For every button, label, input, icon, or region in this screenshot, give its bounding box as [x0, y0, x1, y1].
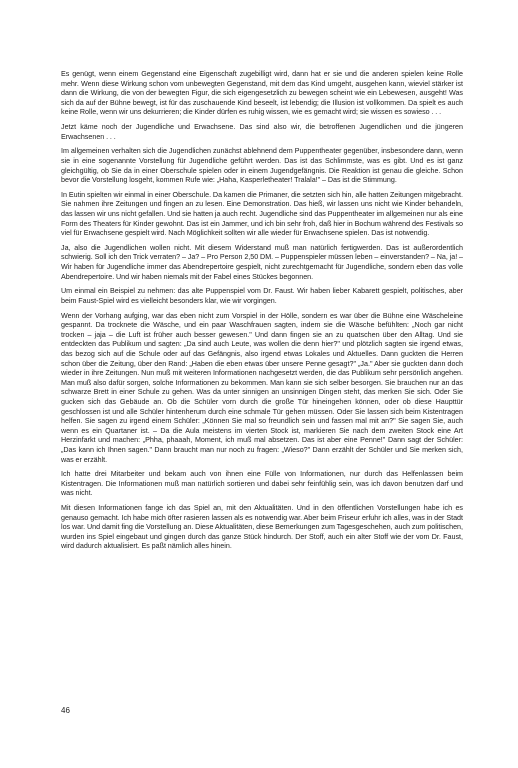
paragraph: Es genügt, wenn einem Gegenstand eine Eigenschaft zugebilligt wird, dann hat er sie und die anderen spielen keine Rolle mehr. Wenn diese Wirkung schon vom unbewegten Gegenstand, mit dem das Kind umgeht, ausgehen kann, wieviel stärker ist dann die Wirkung, die von der bewegten Figur, die sich eigengesetzlich zu bewegen scheint wie ein Lebewesen, ausgeht! Was sich da auf der Bühne bewegt, ist für das zuschauende Kind beseelt, ist lebendig; die Illusion ist vollkommen. Da spielt es auch keine Rolle, wenn wir uns dekurrieren; die Kinder dürfen es ruhig wissen, wie es gemacht wird; sie wissen es sowieso . . .: [61, 70, 463, 117]
paragraph: Ja, also die Jugendlichen wollen nicht. Mit diesem Widerstand muß man natürlich fertigwerden. Das ist außerordentlich schwierig. Soll ich den Trick verraten? – Ja? – Pro Person 2,50 DM. – Puppenspieler müssen leben – einverstanden? – Na, ja! – Wir haben für Jugendliche immer das Abendrepertoire gespielt, nicht zurechtgemacht für Jugendliche, sondern eben das volle Abendrepertoire. Und wir haben niemals mit der Fabel eines Stückes begonnen.: [61, 243, 463, 281]
text-body: [61, 70, 463, 557]
paragraph: Um einmal ein Beispiel zu nehmen: das alte Puppenspiel vom Dr. Faust. Wir haben lieber Kabarett gespielt, politisches, aber beim Faust-Spiel wird es vielleicht besonders klar, wie wir vorgingen.: [61, 287, 463, 305]
paragraph: Im allgemeinen verhalten sich die Jugendlichen zunächst ablehnend dem Puppentheater gegenüber, insbesondere dann, wenn sie in eine sogenannte Vorstellung für Jugendliche geführt werden. Das ist das Schlimmste, was es gibt. Und es ist ganz gleichgültig, ob Sie da in einer Oberschule spielen oder in einem Jugendgefängnis. Die Reaktion ist genau die gleiche. Schon bevor die Vorstellung losgeht, kommen Rufe wie: „Haha, Kasperletheater! Tralala!" – Das ist die Stimmung.: [61, 147, 463, 185]
paragraph: Ich hatte drei Mitarbeiter und bekam auch von ihnen eine Fülle von Informationen, nur durch das Helfenlassen beim Kistentragen. Die Informationen muß man natürlich sortieren und dabei sehr feinfühlig sein, was ich davon benutzen darf und was nicht.: [61, 470, 463, 498]
paragraph: Mit diesen Informationen fange ich das Spiel an, mit den Aktualitäten. Und in den öffentlichen Vorstellungen habe ich es genauso gemacht. Ich habe mich öfter rasieren lassen als es notwendig war. Aber beim Friseur erfuhr ich alles, was in der Stadt los war. Und damit fing die Vorstellung an. Diese Aktualitäten, diese Bemerkungen zum Tagesgeschehen, auch zum politischen, wurden ins Spiel eingebaut und gingen durch das ganze Stück hindurch. Der Stoff, auch ein alter Stoff wie der vom Dr. Faust, wird dadurch aktualisiert. Es paßt nämlich alles hinein.: [61, 504, 463, 551]
paragraph: Jetzt käme noch der Jugendliche und Erwachsene. Das sind also wir, die betroffenen Jugendlichen und die jüngeren Erwachsenen . . .: [61, 123, 463, 141]
paragraph: In Eutin spielten wir einmal in einer Oberschule. Da kamen die Primaner, die setzten sich hin, alle hatten Zeitungen mitgebracht. Sie nahmen ihre Zeitungen und fingen an zu lesen. Eine Demonstration. Das hieß, wir lassen uns nicht wie Kinder behandeln, das lassen wir uns nicht gefallen. Und sie hatten ja auch recht. Jugendliche sind das Puppentheater im allgemeinen nur als eine Form des Theaters für Kinder gewohnt. Das ist ein Jammer, und ich bin sehr froh, daß hier in Bochum während des Festivals so viel für Erwachsene gespielt wird. Nach Möglichkeit sollten wir alle wieder für Erwachsene spielen. Das ist notwendig.: [61, 190, 463, 238]
paragraph: Wenn der Vorhang aufging, war das eben nicht zum Vorspiel in der Hölle, sondern es war über die Bühne eine Wäscheleine gespannt. Da trocknete die Wäsche, und ein paar Waschfrauen sagten, indem sie die Wäsche befühlten: „Noch gar nicht trocken – jaja – die Luft ist früher auch besser gewesen." Und dann fingen sie an zu quatschen über den Alltag. Und sie entdeckten das Publikum und sagten: „Da sind auch Leute, was wollen die denn hier?" und plötzlich sagten sie irgend etwas, das bezog sich auf die Schule oder auf das Gefängnis, also irgend etwas Lokales und Aktuelles. Dann guckten die Herren schon über die Zeitung, über den Rand: „Haben die eben etwas über unsere Penne gesagt?" „Ja." Aber sie guckten dann doch wieder in ihre Zeitungen. Nun muß mit weiteren Informationen nachgesetzt werden, die das Publikum sehr persönlich angehen. Man muß also dafür sorgen, solche Informationen zu bekommen. Man kann sie sich selber besorgen. Sie brauchen nur an das schwarze Brett in einer Schule zu gehen. Was da unter sinnigen an unsinnigen Dingen steht, das merken Sie sich. Oder Sie gucken sich das Gebäude an. Ob die Schüler vorn durch die große Tür hineingehen können, oder ob diese Haupttür geschlossen ist und alle Schüler hintenherum durch eine schmale Tür gehen müssen. Oder Sie lassen sich beim Kistentragen helfen. Sie sagen zu irgend einem Schüler: „Können Sie mal so freundlich sein und fassen mal mit an?" Sie sagen Sie, auch wenn es ein Quartaner ist. – Da die Aula meistens im vierten Stock ist, markieren Sie nach dem zweiten Stock eine Art Herzinfarkt und machen: „Phha, phaaah, Moment, ich muß mal absetzen. Das ist aber eine Penne!" Dann sagt der Schüler: „Das kann ich Ihnen sagen." Dann braucht man nur noch zu fragen: „Wieso?" Dann erzählt der Schüler und Sie merken sich, was er erzählt.: [61, 311, 463, 464]
page-number: 46: [61, 706, 70, 715]
